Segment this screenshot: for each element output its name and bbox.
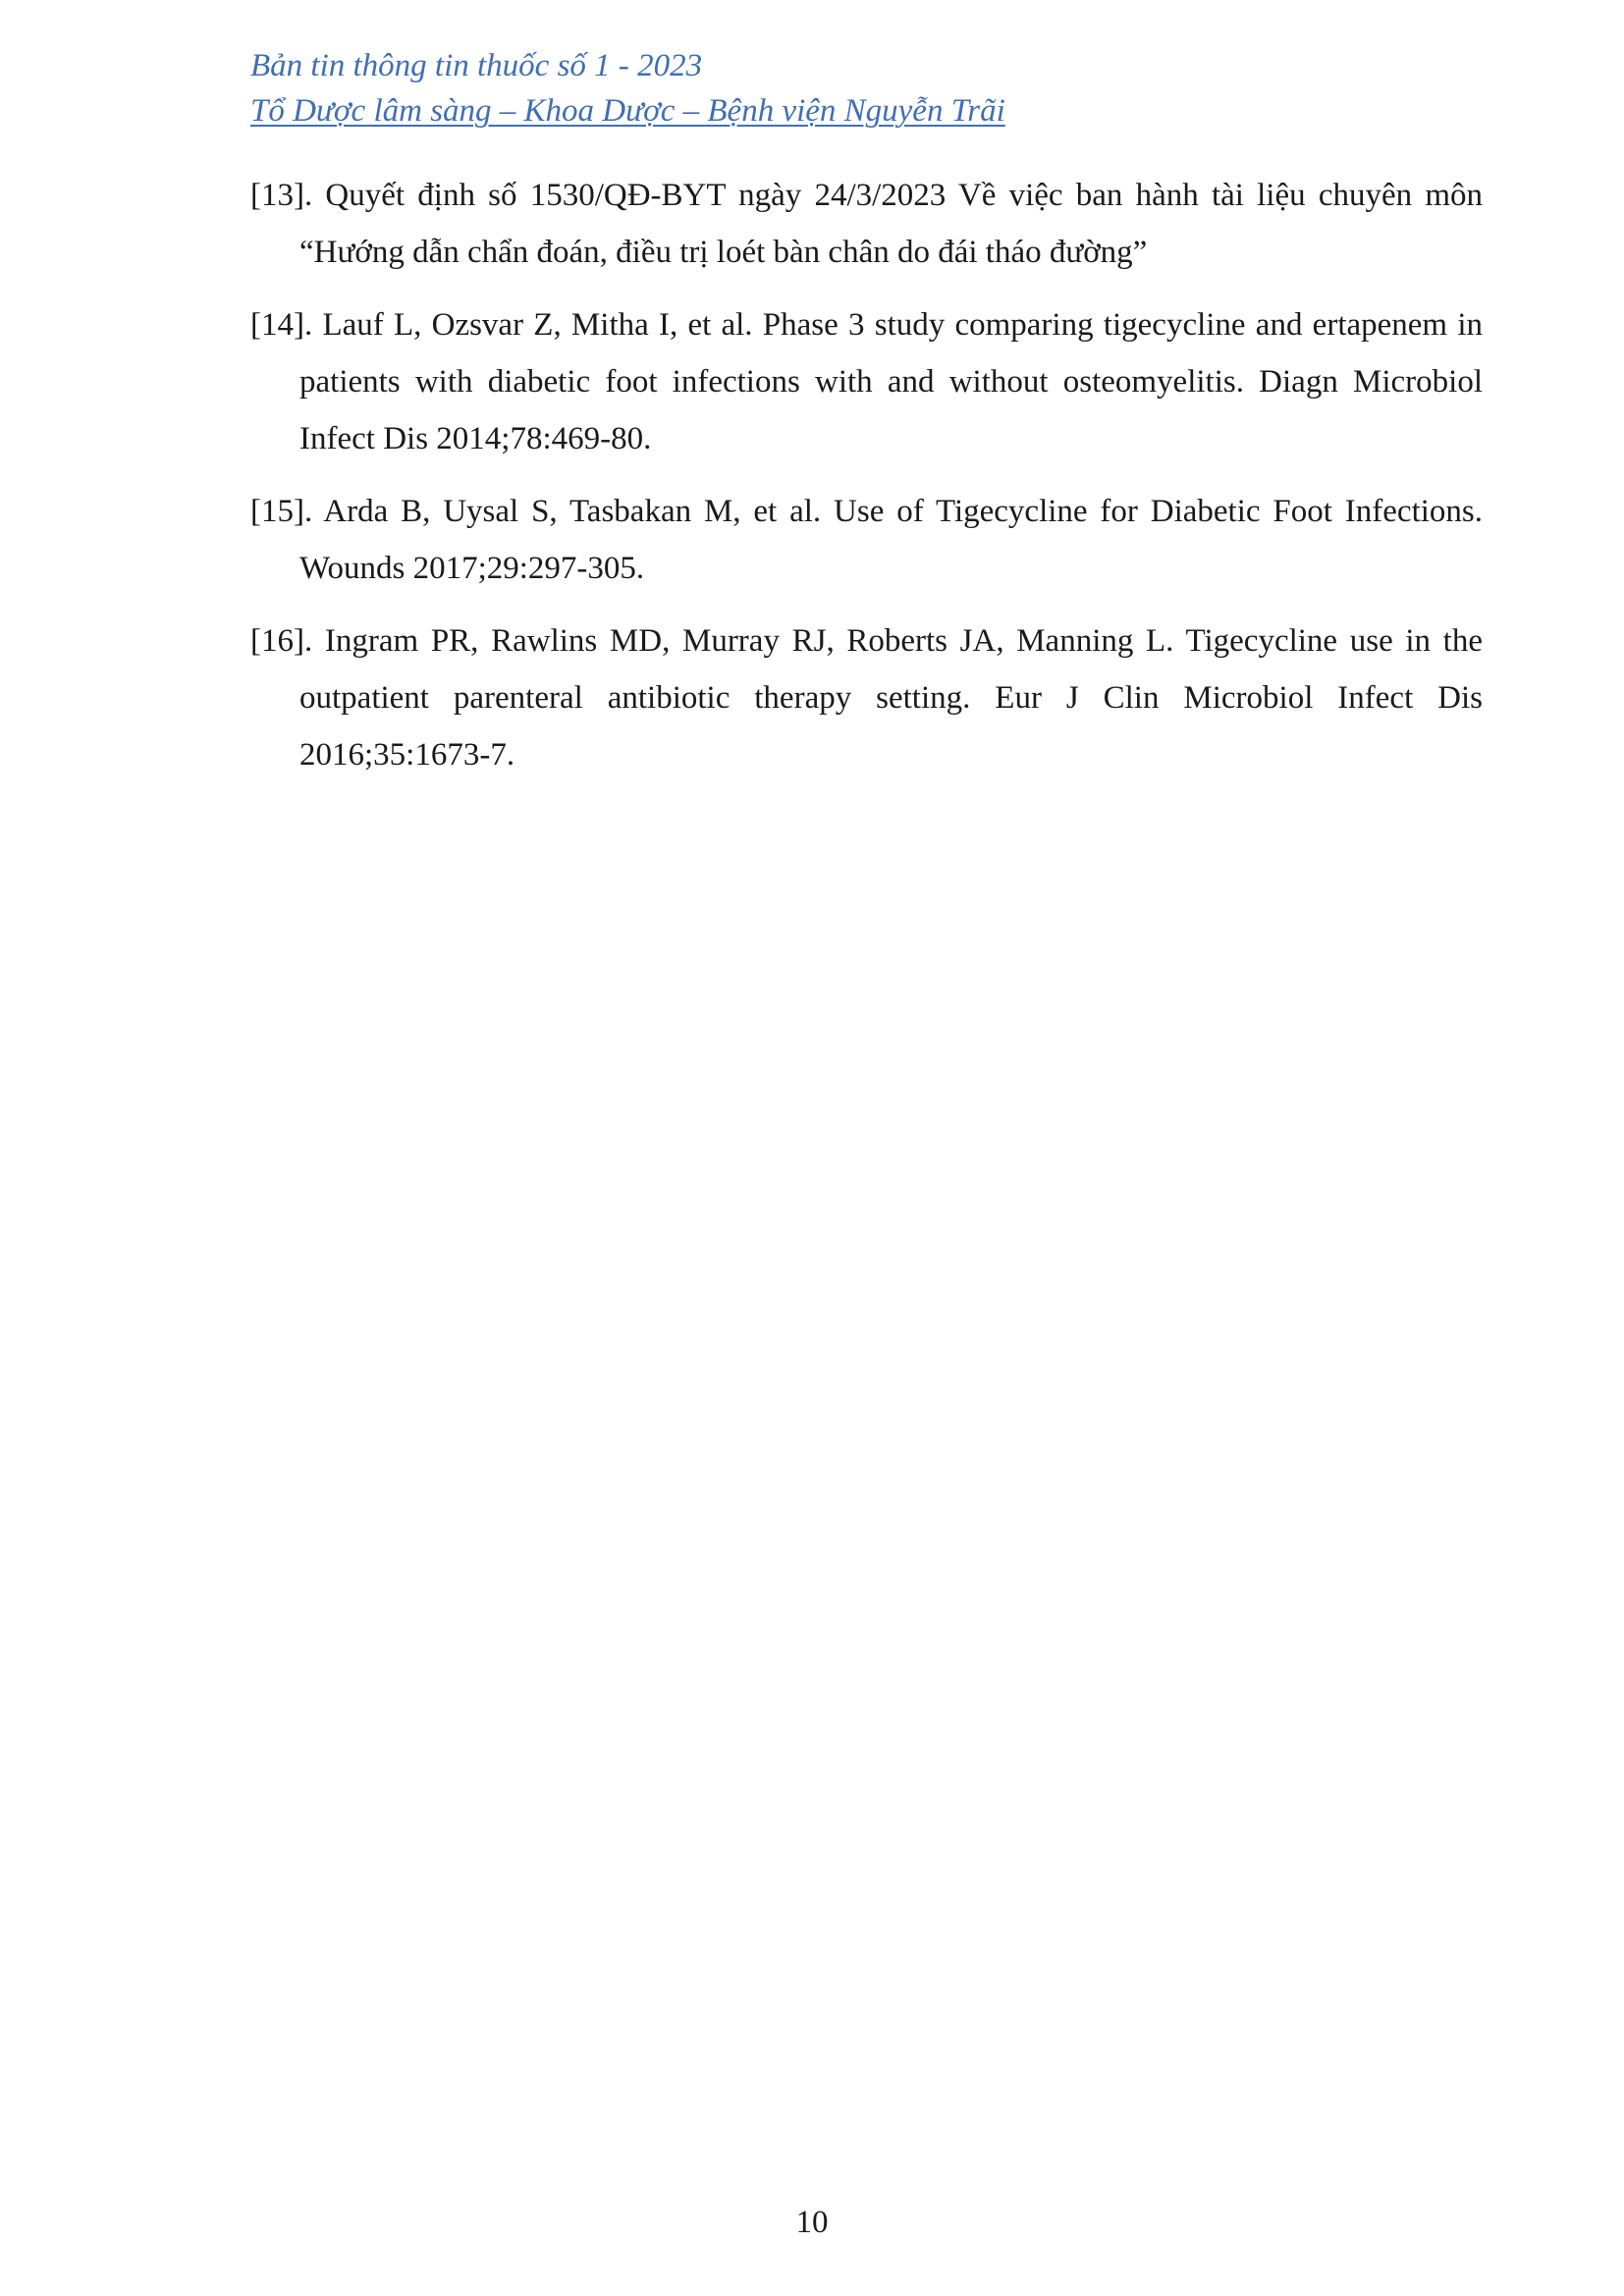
reference-item-15: [15]. Arda B, Uysal S, Tasbakan M, et al. Use of Tigecycline for Diabetic Foot Infections. Wounds 2017;29:297-305. bbox=[250, 494, 1483, 586]
reference-item-13: [13]. Quyết định số 1530/QĐ-BYT ngày 24/3/2023 Về việc ban hành tài liệu chuyên môn “Hướng dẫn chẩn đoán, điều trị loét bàn chân do đái tháo đường” bbox=[250, 178, 1483, 270]
reference-list bbox=[250, 167, 1483, 799]
page-number: 10 bbox=[795, 2205, 829, 2240]
department-title: Tổ Dược lâm sàng – Khoa Dược – Bệnh viện Nguyễn Trãi bbox=[250, 93, 1005, 129]
bulletin-title: Bản tin thông tin thuốc số 1 - 2023 bbox=[250, 48, 703, 83]
reference-item-14: [14]. Lauf L, Ozsvar Z, Mitha I, et al. Phase 3 study comparing tigecycline and ertapenem in patients with diabetic foot infections with and without osteomyelitis. Diagn Microbiol Infect Dis 2014;78:469-80. bbox=[250, 307, 1483, 456]
reference-item-16: [16]. Ingram PR, Rawlins MD, Murray RJ, Roberts JA, Manning L. Tigecycline use in the outpatient parenteral antibiotic therapy setting. Eur J Clin Microbiol Infect Dis 2016;35:1673-7. bbox=[250, 623, 1483, 773]
page-header bbox=[250, 43, 1330, 133]
